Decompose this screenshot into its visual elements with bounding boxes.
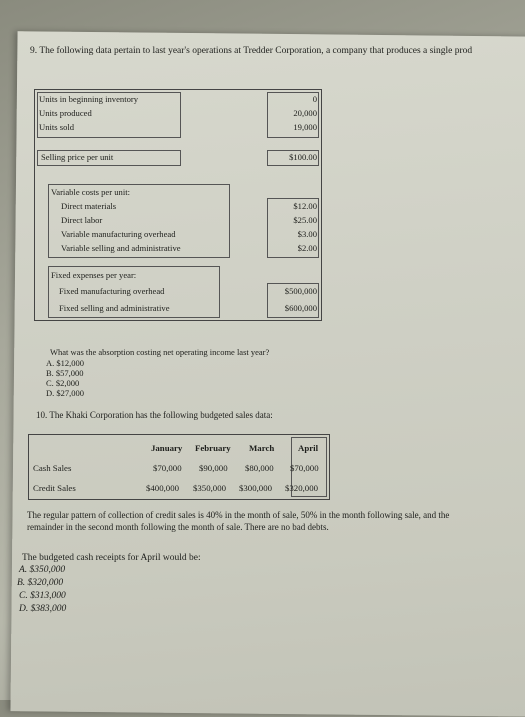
row-label: Units sold: [39, 122, 75, 132]
cash-sales-jan: $70,000: [153, 463, 182, 473]
month-header: January: [151, 443, 183, 453]
month-header: February: [195, 443, 231, 453]
answer-option-d[interactable]: D. $383,000: [19, 604, 67, 614]
row-label: Credit Sales: [33, 483, 76, 493]
row-value: $2.00: [297, 243, 317, 253]
row-value: $100.00: [289, 152, 317, 162]
row-label: Variable costs per unit:: [51, 187, 130, 197]
row-value: $3.00: [297, 229, 317, 239]
answer-option-b[interactable]: B. $320,000: [17, 578, 64, 588]
question-10-prompt: The budgeted cash receipts for April would be:: [22, 553, 201, 563]
row-value: $600,000: [284, 303, 317, 313]
answer-option-b[interactable]: B. $57,000: [46, 368, 84, 378]
row-label: Selling price per unit: [41, 152, 114, 162]
cash-sales-feb: $90,000: [199, 463, 228, 473]
row-label: Variable selling and administrative: [61, 243, 181, 253]
answer-option-d[interactable]: D. $27,000: [46, 388, 85, 398]
row-value: 20,000: [293, 108, 317, 118]
row-label: Direct materials: [61, 201, 117, 211]
collection-pattern-line-2: remainder in the second month following the month of sale. There are no bad debts.: [27, 522, 329, 532]
row-value: 19,000: [293, 122, 317, 132]
row-label: Fixed manufacturing overhead: [59, 286, 165, 296]
row-value: $25.00: [293, 215, 317, 225]
row-label: Units in beginning inventory: [39, 94, 139, 104]
row-label: Fixed selling and administrative: [59, 303, 170, 313]
row-label: Variable manufacturing overhead: [61, 229, 176, 239]
credit-sales-mar: $300,000: [239, 483, 272, 493]
row-value: $12.00: [293, 201, 317, 211]
question-9-title: 9. The following data pertain to last year's operations at Tredder Corporation, a company that produces a single prod: [30, 46, 473, 56]
q9-data-table: [34, 89, 322, 321]
row-label: Fixed expenses per year:: [51, 270, 137, 280]
question-9-prompt: What was the absorption costing net operating income last year?: [50, 347, 270, 357]
credit-sales-jan: $400,000: [146, 483, 179, 493]
answer-option-a[interactable]: A. $350,000: [19, 565, 66, 575]
cash-sales-mar: $80,000: [245, 463, 274, 473]
credit-sales-feb: $350,000: [193, 483, 226, 493]
answer-option-a[interactable]: A. $12,000: [46, 358, 85, 368]
month-header: April: [298, 443, 319, 453]
row-label: Direct labor: [61, 215, 103, 225]
row-value: 0: [312, 94, 317, 104]
answer-option-c[interactable]: C. $2,000: [46, 378, 80, 388]
collection-pattern-line-1: The regular pattern of collection of credit sales is 40% in the month of sale, 50% in the month following sale, and the: [27, 510, 450, 520]
cash-sales-apr: $70,000: [290, 463, 319, 473]
q10-sales-table: [28, 434, 330, 500]
row-value: $500,000: [284, 286, 317, 296]
credit-sales-apr: $320,000: [285, 483, 318, 493]
row-label: Units produced: [39, 108, 92, 118]
month-header: March: [249, 443, 275, 453]
question-10-title: 10. The Khaki Corporation has the following budgeted sales data:: [36, 410, 273, 420]
answer-option-c[interactable]: C. $313,000: [19, 591, 66, 601]
row-label: Cash Sales: [33, 463, 72, 473]
